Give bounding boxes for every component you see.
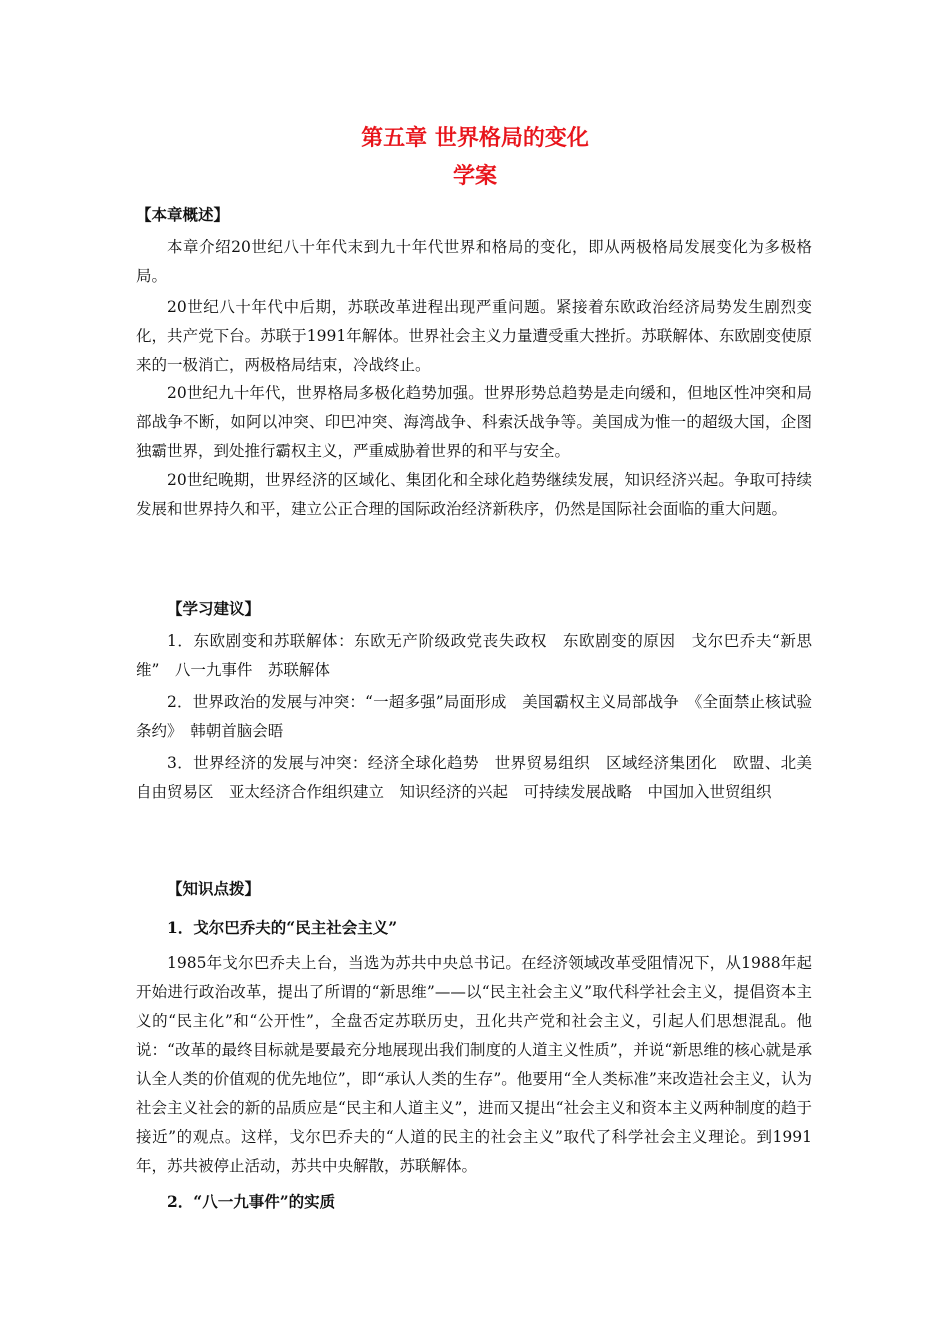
- overview-paragraph-3: 20世纪九十年代，世界格局多极化趋势加强。世界形势总趋势是走向缓和，但地区性冲突和局部战争不断，如阿以冲突、印巴冲突、海湾战争、科索沃战争等。美国成为惟一的超级大国，企图独霸世界，到处推行霸权主义，严重威胁着世界的和平与安全。: [136, 384, 812, 460]
- suggestion-item-3: 3．世界经济的发展与冲突：经济全球化趋势 世界贸易组织 区域经济集团化 欧盟、北美自由贸易区 亚太经济合作组织建立 知识经济的兴起 可持续发展战略 中国加入世贸组织: [136, 754, 812, 801]
- overview-paragraph-2: 20世纪八十年代中后期，苏联改革进程出现严重问题。紧接着东欧政治经济局势发生剧烈变化，共产党下台。苏联于1991年解体。世界社会主义力量遭受重大挫折。苏联解体、东欧剧变使原来的一极消亡，两极格局结束，冷战终止。: [136, 298, 812, 374]
- suggestion-item-2: 2．世界政治的发展与冲突：“一超多强”局面形成 美国霸权主义局部战争 《全面禁止核试验条约》 韩朝首脑会晤: [136, 693, 812, 740]
- knowledge-heading: 【知识点拨】: [167, 879, 261, 898]
- overview-paragraph-1: 本章介绍20世纪八十年代末到九十年代世界和格局的变化，即从两极格局发展变化为多极格局。: [136, 238, 812, 285]
- chapter-title: 第五章 世界格局的变化: [361, 125, 589, 151]
- knowledge-point-1-text: 1985年戈尔巴乔夫上台，当选为苏共中央总书记。在经济领域改革受阻情况下，从1988年起开始进行政治改革，提出了所谓的“新思维”——以“民主社会主义”取代科学社会主义，提倡资本主义的“民主化”和“公开性”，全盘否定苏联历史，丑化共产党和社会主义，引起人们思想混乱。他说：“改革的最终目标就是要最充分地展现出我们制度的人道主义性质”，并说“新思维的核心就是承认全人类的价值观的优先地位”，即“承认人类的生存”。他要用“全人类标准”来改造社会主义，认为社会主义社会的新的品质应是“民主和人道主义”，进而又提出“社会主义和资本主义两种制度的趋于接近”的观点。这样，戈尔巴乔夫的“人道的民主的社会主义”取代了科学社会主义理论。到1991年，苏共被停止活动，苏共中央解散，苏联解体。: [136, 954, 812, 1175]
- suggestions-heading: 【学习建议】: [167, 599, 261, 618]
- chapter-subtitle: 学案: [452, 163, 497, 189]
- overview-paragraph-4: 20世纪晚期，世界经济的区域化、集团化和全球化趋势继续发展，知识经济兴起。争取可持续发展和世界持久和平，建立公正合理的国际政治经济新秩序，仍然是国际社会面临的重大问题。: [136, 471, 812, 518]
- knowledge-point-1-title: 1．戈尔巴乔夫的“民主社会主义”: [167, 918, 398, 937]
- overview-heading: 【本章概述】: [136, 205, 230, 224]
- knowledge-point-2-title: 2．“八一九事件”的实质: [167, 1192, 336, 1211]
- suggestion-item-1: 1．东欧剧变和苏联解体：东欧无产阶级政党丧失政权 东欧剧变的原因 戈尔巴乔夫“新思维” 八一九事件 苏联解体: [136, 632, 812, 679]
